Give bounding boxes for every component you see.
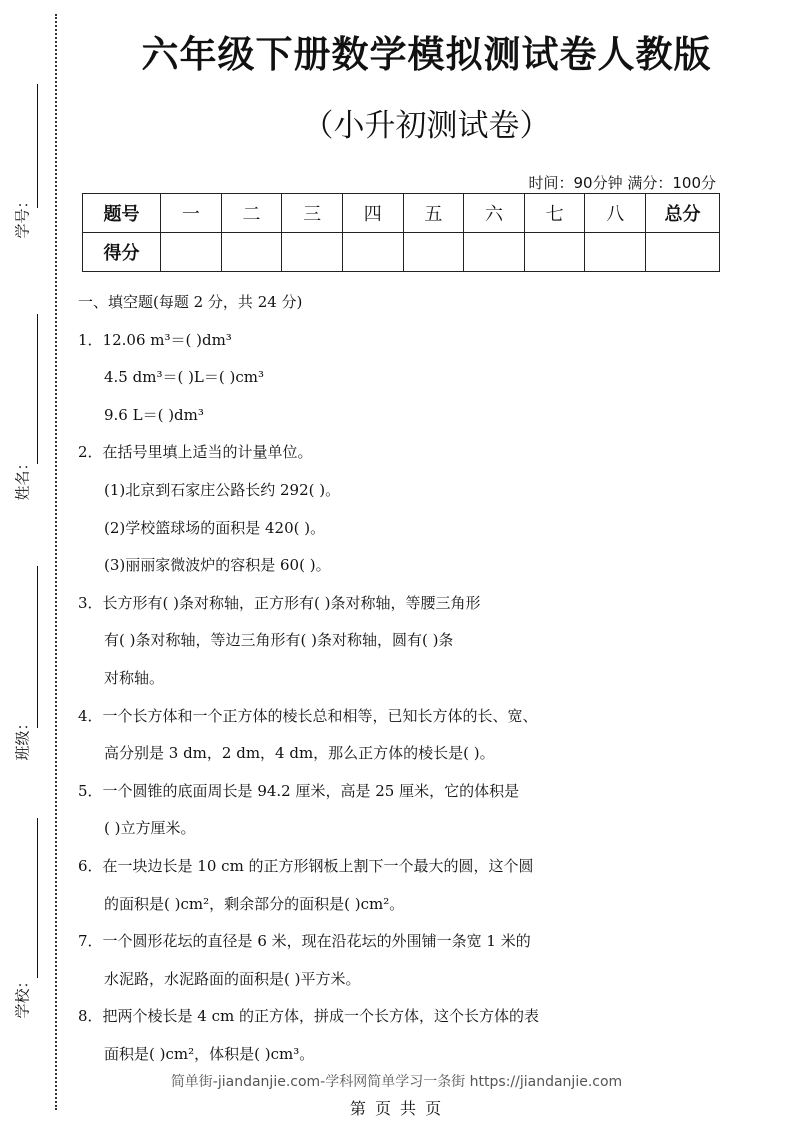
question-line: 4.5 dm³＝( )L＝( )cm³ <box>104 368 265 387</box>
question-line: 对称轴。 <box>104 668 165 687</box>
table-header-cell: 八 <box>585 194 646 233</box>
score-cell <box>585 233 646 272</box>
question-line: 的面积是( )cm²，剩余部分的面积是( )cm²。 <box>104 894 405 913</box>
score-table <box>82 193 720 272</box>
score-row-label: 得分 <box>83 233 161 272</box>
table-header-cell: 二 <box>221 194 282 233</box>
score-table-header-row <box>83 194 720 233</box>
question-line: 高分别是 3 dm，2 dm，4 dm，那么正方体的棱长是( )。 <box>104 744 495 763</box>
table-header-cell: 六 <box>464 194 525 233</box>
school-line <box>37 818 38 978</box>
question-line: 面积是( )cm²，体积是( )cm³。 <box>104 1044 315 1063</box>
question-line: 8．把两个棱长是 4 cm 的正方体，拼成一个长方体，这个长方体的表 <box>78 1007 540 1026</box>
question-line: (3)丽丽家微波炉的容积是 60( )。 <box>104 556 331 575</box>
score-table-score-row <box>83 233 720 272</box>
score-cell <box>161 233 222 272</box>
question-line: 2．在括号里填上适当的计量单位。 <box>78 443 313 462</box>
score-cell <box>464 233 525 272</box>
score-cell <box>342 233 403 272</box>
table-header-cell: 三 <box>282 194 343 233</box>
school-field <box>0 818 60 1038</box>
exam-title: 六年级下册数学模拟测试卷人教版 <box>141 33 712 76</box>
question-line: 有( )条对称轴，等边三角形有( )条对称轴，圆有( )条 <box>104 631 454 650</box>
question-line: 3．长方形有( )条对称轴，正方形有( )条对称轴，等腰三角形 <box>78 593 481 612</box>
time-and-score-info: 时间：90分钟 满分：100分 <box>528 174 716 192</box>
question-section <box>78 284 608 1073</box>
question-line: 水泥路，水泥路面的面积是( )平方米。 <box>104 969 361 988</box>
exam-subtitle: （小升初测试卷） <box>302 108 551 144</box>
score-cell <box>282 233 343 272</box>
table-header-cell: 总分 <box>646 194 720 233</box>
section-heading: 一、填空题(每题 2 分，共 24 分) <box>78 293 303 311</box>
footer-source-text: 简单街-jiandanjie.com-学科网简单学习一条街 https://jiandanjie.com <box>170 1074 623 1090</box>
table-header-cell: 五 <box>403 194 464 233</box>
table-header-cell: 题号 <box>83 194 161 233</box>
class-label: 班级： <box>13 715 32 761</box>
question-line: 9.6 L＝( )dm³ <box>104 405 204 424</box>
table-header-cell: 四 <box>342 194 403 233</box>
class-field <box>0 566 60 776</box>
table-header-cell: 七 <box>524 194 585 233</box>
question-line: (1)北京到石家庄公路长约 292( )。 <box>104 480 341 499</box>
question-line: (2)学校篮球场的面积是 420( )。 <box>104 518 326 537</box>
school-label: 学校： <box>13 973 32 1019</box>
score-cell <box>524 233 585 272</box>
score-cell <box>646 233 720 272</box>
score-cell <box>221 233 282 272</box>
table-header-cell: 一 <box>161 194 222 233</box>
student-name-line <box>37 314 38 464</box>
page-number: 第 页 共 页 <box>349 1099 444 1118</box>
question-line: 1．12.06 m³＝( )dm³ <box>78 330 232 349</box>
question-line: ( )立方厘米。 <box>104 819 196 838</box>
question-line: 7．一个圆形花坛的直径是 6 米，现在沿花坛的外围铺一条宽 1 米的 <box>78 932 531 951</box>
student-id-field <box>0 84 60 274</box>
score-cell <box>403 233 464 272</box>
student-id-line <box>37 84 38 208</box>
question-line: 6．在一块边长是 10 cm 的正方形钢板上割下一个最大的圆，这个圆 <box>78 856 534 875</box>
class-line <box>37 566 38 728</box>
student-name-field <box>0 314 60 524</box>
student-id-label: 学号： <box>13 193 32 239</box>
question-line: 4．一个长方体和一个正方体的棱长总和相等，已知长方体的长、宽、 <box>78 706 538 725</box>
student-name-label: 姓名： <box>13 455 32 501</box>
question-line: 5．一个圆锥的底面周长是 94.2 厘米，高是 25 厘米，它的体积是 <box>78 781 520 800</box>
